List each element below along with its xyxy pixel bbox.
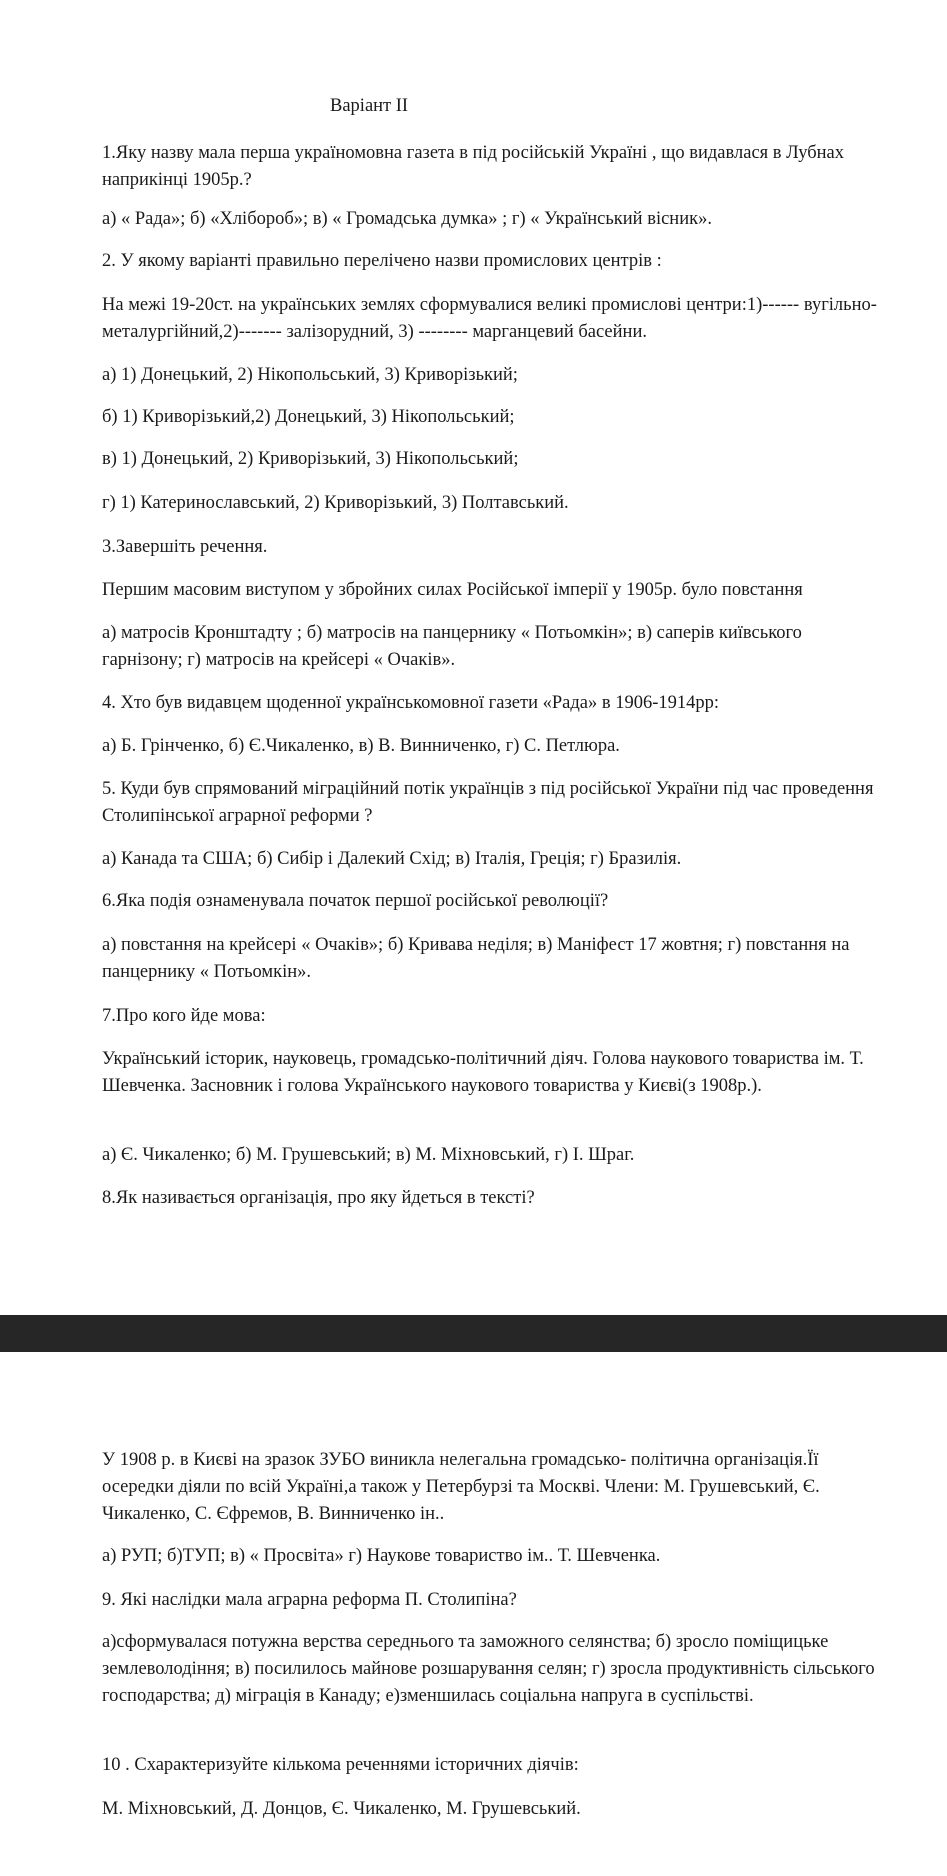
question-9-options: а)сформувалася потужна верства середнього та заможного селянства; б) зросло поміщицьке землеволодіння; в) посилилось майнове розшарування селян; г) зросла продуктивність сільського господарства; д) міграція в Канаду; е)зменшилась соціальна напруга в суспільстві. [102,1632,875,1706]
question-10: 10 . Схарактеризуйте кількома реченнями історичних діячів: [102,1755,579,1775]
question-3-statement: Першим масовим виступом у збройних силах Російської імперії у 1905р. було повстання [102,580,803,600]
question-3: 3.Завершіть речення. [102,537,268,557]
question-6: 6.Яка подія ознаменувала початок першої російської революції? [102,891,609,911]
question-8-options: а) РУП; б)ТУП; в) « Просвіта» г) Наукове товариство ім.. Т. Шевченка. [102,1546,661,1566]
question-7-statement: Український історик, науковець, громадсько-політичний діяч. Голова наукового товариства ім. Т. Шевченка. Засновник і голова Українського наукового товариства у Києві(з 1908р.). [102,1049,864,1096]
question-4: 4. Хто був видавцем щоденної українськомовної газети «Рада» в 1906-1914рр: [102,693,720,713]
page-bottom [0,1352,947,1876]
question-2-option-a: а) 1) Донецький, 2) Нікопольський, 3) Криворізький; [102,365,518,385]
question-8-statement: У 1908 р. в Києві на зразок ЗУБО виникла нелегальна громадсько- політична організація.Її осередки діяли по всій Україні,а також у Петербурзі та Москві. Члени: М. Грушевський, Є. Чикаленко, С. Єфремов, В. Винниченко ін.. [102,1450,820,1524]
question-2-option-c: в) 1) Донецький, 2) Криворізький, 3) Нікопольський; [102,449,519,469]
page-separator [0,1315,947,1352]
question-2: 2. У якому варіанті правильно перелічено назви промислових центрів : [102,251,662,271]
question-2-option-b: б) 1) Криворізький,2) Донецький, 3) Нікопольський; [102,407,515,427]
question-2-option-d: г) 1) Катеринославський, 2) Криворізький, 3) Полтавський. [102,493,569,513]
question-2-statement: На межі 19-20ст. на українських землях сформувалися великі промислові центри:1)------ вугільно-металургійний,2)------- залізорудний, 3) -------- марганцевий басейни. [102,295,877,342]
question-4-options: а) Б. Грінченко, б) Є.Чикаленко, в) В. Винниченко, г) С. Петлюра. [102,736,620,756]
question-5: 5. Куди був спрямований міграційний потік українців з під російської України під час проведення Столипінської аграрної реформи ? [102,779,874,826]
question-10-names: М. Міхновський, Д. Донцов, Є. Чикаленко, М. Грушевський. [102,1799,581,1819]
question-1: 1.Яку назву мала перша україномовна газета в під російській Україні , що видавлася в Лубнах наприкінці 1905р.? [102,143,845,190]
question-5-options: а) Канада та США; б) Сибір і Далекий Схід; в) Італія, Греція; г) Бразилія. [102,849,682,869]
question-6-options: а) повстання на крейсері « Очаків»; б) Кривава неділя; в) Маніфест 17 жовтня; г) повстання на панцернику « Потьомкін». [102,935,850,982]
question-3-options: а) матросів Кронштадту ; б) матросів на панцернику « Потьомкін»; в) саперів київського гарнізону; г) матросів на крейсері « Очаків». [102,623,802,670]
question-7-options: а) Є. Чикаленко; б) М. Грушевський; в) М. Міхновський, г) І. Шраг. [102,1145,635,1165]
question-7: 7.Про кого йде мова: [102,1006,266,1026]
question-8: 8.Як називається організація, про яку йдеться в тексті? [102,1188,535,1208]
question-9: 9. Які наслідки мала аграрна реформа П. Столипіна? [102,1590,517,1610]
page-title: Варіант ІІ [330,96,409,116]
question-1-options: а) « Рада»; б) «Хлібороб»; в) « Громадська думка» ; г) « Український вісник». [102,209,712,229]
